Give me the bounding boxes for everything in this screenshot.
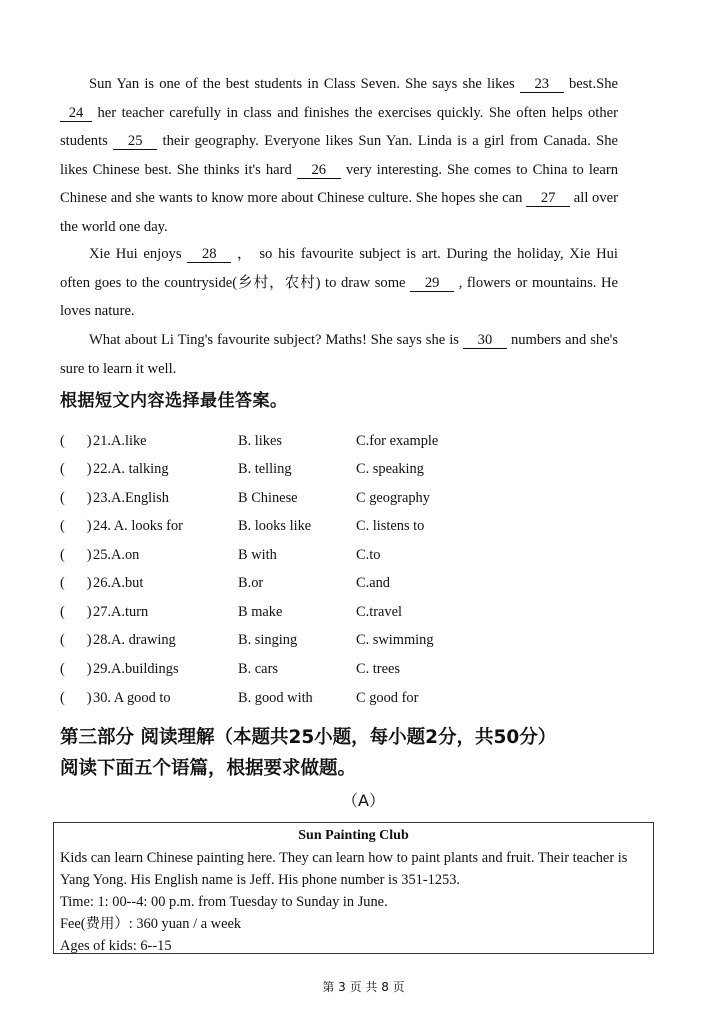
answer-paren-close: ) <box>86 632 92 648</box>
option-a: 23.A.English <box>93 490 169 506</box>
option-c: C good for <box>356 690 419 706</box>
option-a: 26.A.but <box>93 575 144 591</box>
instruction-heading: 根据短文内容选择最佳答案。 <box>60 391 288 411</box>
question-row-29 <box>60 657 660 681</box>
option-c: C. trees <box>356 661 400 677</box>
option-b: B. likes <box>238 433 282 449</box>
option-a: 24. A. looks for <box>93 518 183 534</box>
option-a: 21.A.like <box>93 433 147 449</box>
option-b: B. looks like <box>238 518 312 534</box>
p2-text-3: , flowers or mountains. He loves nature. <box>60 274 619 320</box>
option-c: C.and <box>356 575 390 591</box>
question-row-23 <box>60 486 660 510</box>
answer-paren-open: ( <box>60 575 65 591</box>
blank-26: 26 <box>297 162 341 179</box>
blank-23: 23 <box>520 76 564 93</box>
p1-text-4: their geography. Everyone likes Sun Yan. Linda is a girl from Canada. She likes Chinese best. She thinks it's hard <box>60 133 618 178</box>
club-info-box <box>53 822 654 954</box>
answer-paren-open: ( <box>60 632 65 648</box>
question-row-30 <box>60 686 660 710</box>
answer-paren-close: ) <box>86 433 92 449</box>
p1-text-1: Sun Yan is one of the best students in Class Seven. She says she likes <box>89 76 515 92</box>
option-b: B. telling <box>238 461 292 477</box>
club-title: Sun Painting Club <box>298 828 409 843</box>
option-b: B.or <box>238 575 264 591</box>
option-c: C geography <box>356 490 430 506</box>
blank-29: 29 <box>410 275 454 292</box>
option-c: C.for example <box>356 433 439 449</box>
option-a: 25.A.on <box>93 547 140 563</box>
question-row-25 <box>60 543 660 567</box>
passage-paragraph-3 <box>60 326 618 383</box>
answer-paren-close: ) <box>86 490 92 506</box>
blank-25: 25 <box>113 133 157 150</box>
option-c: C.to <box>356 547 381 563</box>
passage-paragraph-2 <box>60 240 618 326</box>
blank-24: 24 <box>60 105 92 122</box>
section-3-title: 第三部分 阅读理解（本题共25小题，每小题2分，共50分） <box>60 727 557 748</box>
p3-text-1: What about Li Ting's favourite subject? Maths! She says she is <box>89 332 459 348</box>
answer-paren-close: ) <box>86 604 92 620</box>
club-ages: Ages of kids: 6--15 <box>60 938 172 954</box>
question-row-28 <box>60 628 660 652</box>
club-fee: Fee(费用）: 360 yuan / a week <box>60 916 242 932</box>
option-b: B make <box>238 604 283 620</box>
p2-text-2: ， so his favourite subject is art. During the holiday, Xie Hui often goes to the countryside(乡村，农村) to draw some <box>60 246 618 291</box>
p1-text-3: her teacher carefully in class and finishes the exercises quickly. She often helps other students <box>60 104 618 150</box>
question-row-26 <box>60 571 660 595</box>
option-c: C. listens to <box>356 518 425 534</box>
option-a: 29.A.buildings <box>93 661 179 677</box>
option-c: C.travel <box>356 604 402 620</box>
passage-paragraph-1 <box>60 70 618 242</box>
question-row-22 <box>60 457 660 481</box>
answer-paren-open: ( <box>60 547 65 563</box>
answer-paren-open: ( <box>60 690 65 706</box>
answer-paren-open: ( <box>60 433 65 449</box>
answer-paren-close: ) <box>86 575 92 591</box>
answer-paren-close: ) <box>86 661 92 677</box>
option-b: B Chinese <box>238 490 298 506</box>
answer-paren-close: ) <box>86 690 92 706</box>
option-c: C. speaking <box>356 461 424 477</box>
p2-text-1: Xie Hui enjoys <box>89 246 182 262</box>
p1-text-6: all over the world one day. <box>60 190 618 235</box>
option-a: 30. A good to <box>93 690 171 706</box>
p3-text-2: numbers and she's sure to learn it well. <box>60 332 618 377</box>
answer-paren-open: ( <box>60 461 65 477</box>
answer-paren-open: ( <box>60 518 65 534</box>
option-c: C. swimming <box>356 632 434 648</box>
blank-30: 30 <box>463 332 507 349</box>
p1-text-2: best.She <box>568 76 618 92</box>
answer-paren-close: ) <box>86 461 92 477</box>
page-footer: 第 3 页 共 8 页 <box>322 980 405 994</box>
option-b: B. singing <box>238 632 298 648</box>
option-a: 22.A. talking <box>93 461 169 477</box>
club-time: Time: 1: 00--4: 00 p.m. from Tuesday to Sunday in June. <box>60 894 388 910</box>
option-b: B with <box>238 547 277 563</box>
blank-27: 27 <box>526 190 570 207</box>
p1-text-5: very interesting. She comes to China to learn Chinese and she wants to know more about Chinese culture. She hopes she can <box>60 161 619 207</box>
option-a: 27.A.turn <box>93 604 149 620</box>
option-a: 28.A. drawing <box>93 632 176 648</box>
club-description: Kids can learn Chinese painting here. They can learn how to paint plants and fruit. Their teacher is <box>60 850 628 866</box>
option-b: B. cars <box>238 661 278 677</box>
question-row-21 <box>60 429 660 453</box>
option-b: B. good with <box>238 690 313 706</box>
blank-28: 28 <box>187 246 231 263</box>
answer-paren-open: ( <box>60 490 65 506</box>
club-teacher-info: Yang Yong. His English name is Jeff. His phone number is 351-1253. <box>60 872 461 888</box>
answer-paren-open: ( <box>60 604 65 620</box>
passage-letter-a: （A） <box>342 791 385 810</box>
answer-paren-open: ( <box>60 661 65 677</box>
answer-paren-close: ) <box>86 518 92 534</box>
question-row-27 <box>60 600 660 624</box>
question-row-24 <box>60 514 660 538</box>
section-3-subtitle: 阅读下面五个语篇，根据要求做题。 <box>60 758 357 779</box>
answer-paren-close: ) <box>86 547 92 563</box>
